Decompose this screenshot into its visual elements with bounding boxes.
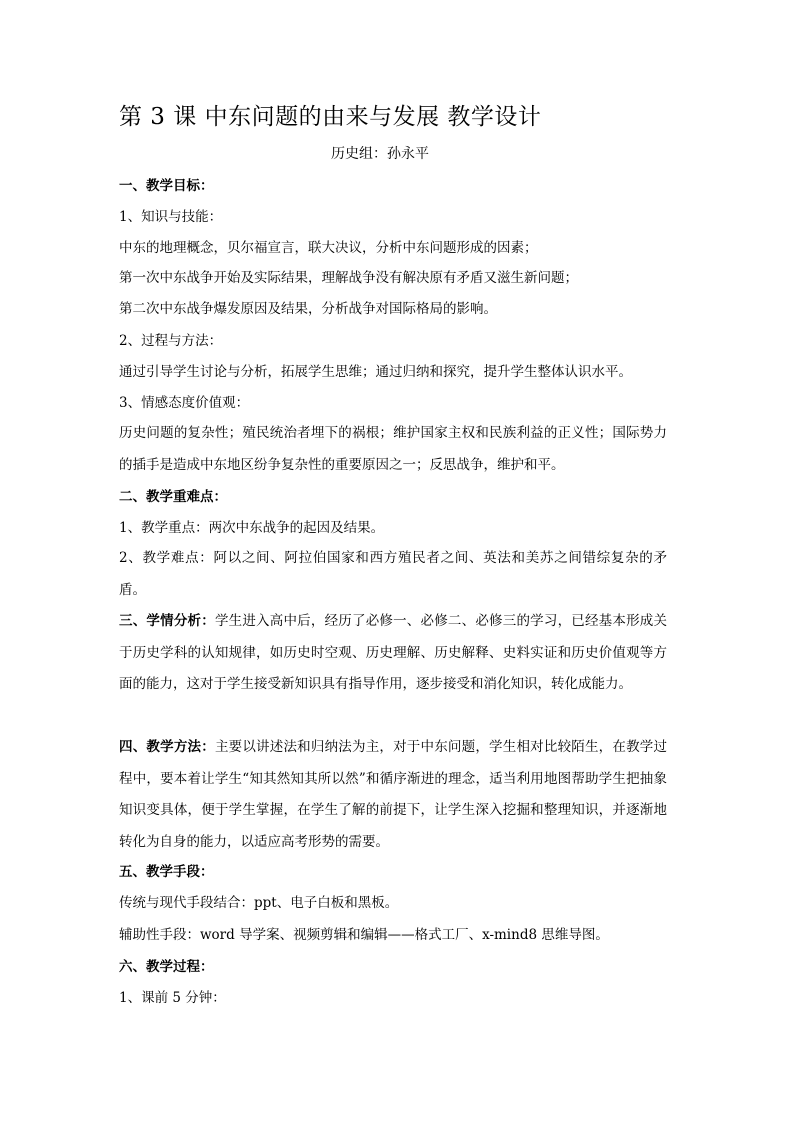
section-heading-teaching-method: 四、教学方法： — [119, 739, 215, 755]
teaching-method-paragraph — [119, 732, 667, 858]
section-heading-key-points: 二、教学重难点： — [119, 489, 227, 505]
section-heading-objectives: 一、教学目标： — [119, 178, 214, 194]
section-heading-teaching-means: 五、教学手段： — [119, 864, 214, 880]
learner-analysis-paragraph — [119, 606, 667, 701]
author-line: 历史组：孙永平 — [331, 146, 429, 162]
objective-line-1: 中东的地理概念，贝尔福宣言，联大决议，分析中东问题形成的因素； — [119, 240, 538, 256]
means-line-2: 辅助性手段：word 导学案、视频剪辑和编辑——格式工厂、x-mind8 思维导图。 — [119, 927, 609, 943]
objective-line-3: 第二次中东战争爆发原因及结果，分析战争对国际格局的影响。 — [119, 301, 497, 317]
subheading-process-method: 2、过程与方法： — [119, 333, 223, 349]
means-line-1: 传统与现代手段结合：ppt、电子白板和黑板。 — [119, 895, 399, 911]
objective-paragraph-values: 历史问题的复杂性；殖民统治者埋下的祸根；维护国家主权和民族利益的正义性；国际势力的插手是造成中东地区纷争复杂性的重要原因之一；反思战争，维护和平。 — [119, 425, 667, 473]
learner-analysis-text: 学生进入高中后，经历了必修一、必修二、必修三的学习，已经基本形成关于历史学科的认知规律，如历史时空观、历史理解、历史解释、史料实证和历史价值观等方面的能力，这对于学生接受新知识具有指导作用，逐步接受和消化知识，转化成能力。 — [119, 613, 668, 692]
teaching-method-text: 主要以讲述法和归纳法为主，对于中东问题，学生相对比较陌生，在教学过程中，要本着让学生“知其然知其所以然”和循序渐进的理念，适当利用地图帮助学生把抽象知识变具体，便于学生掌握，在学生了解的前提下，让学生深入挖掘和整理知识，并逐渐地转化为自身的能力，以适应高考形势的需要。 — [119, 739, 668, 850]
section-heading-learner-analysis: 三、学情分析： — [119, 613, 215, 629]
subheading-emotion-values: 3、情感态度价值观： — [119, 395, 250, 411]
difficult-point-paragraph: 2、教学难点：阿以之间、阿拉伯国家和西方殖民者之间、英法和美苏之间错综复杂的矛盾。 — [119, 550, 667, 598]
objective-line-2: 第一次中东战争开始及实际结果，理解战争没有解决原有矛盾又滋生新问题； — [119, 270, 578, 286]
section-heading-teaching-process: 六、教学过程： — [119, 959, 214, 975]
process-line-1: 1、课前 5 分钟： — [119, 990, 226, 1006]
document-title: 第 3 课 中东问题的由来与发展 教学设计 — [119, 104, 542, 130]
subheading-knowledge-skills: 1、知识与技能： — [119, 209, 223, 225]
key-point-line: 1、教学重点：两次中东战争的起因及结果。 — [119, 520, 385, 536]
objective-line-4: 通过引导学生讨论与分析，拓展学生思维；通过归纳和探究，提升学生整体认识水平。 — [119, 364, 632, 380]
